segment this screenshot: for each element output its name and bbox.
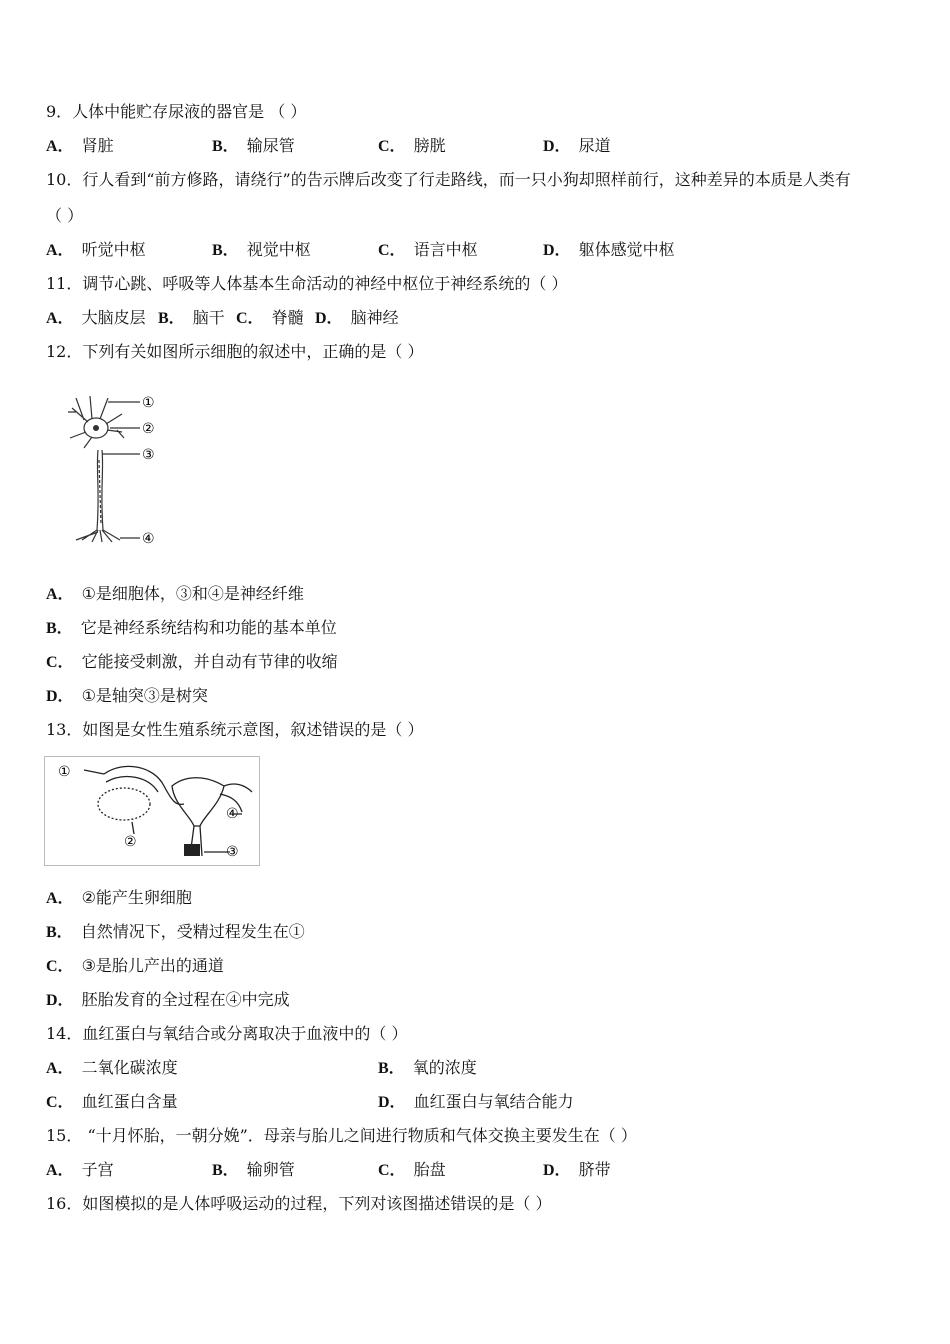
q14-option-d[interactable]: D． 血红蛋白与氧结合能力 bbox=[378, 1092, 574, 1111]
neuron-label-2: ② bbox=[142, 421, 155, 437]
q10-option-a[interactable]: A． 听觉中枢 bbox=[46, 240, 146, 259]
q12-option-a[interactable]: A． ①是细胞体，③和④是神经纤维 bbox=[46, 584, 304, 603]
q10-option-d[interactable]: D． 躯体感觉中枢 bbox=[543, 240, 675, 259]
q10-option-b[interactable]: B． 视觉中枢 bbox=[212, 240, 311, 259]
q13-stem: 13．如图是女性生殖系统示意图，叙述错误的是（ ） bbox=[46, 720, 424, 739]
q9-option-c[interactable]: C． 膀胱 bbox=[378, 136, 446, 155]
q11-stem: 11．调节心跳、呼吸等人体基本生命活动的神经中枢位于神经系统的（ ） bbox=[46, 274, 568, 293]
q11-option-d[interactable]: D． 脑神经 bbox=[315, 308, 399, 327]
female-label-1: ① bbox=[58, 764, 71, 780]
q12-stem: 12．下列有关如图所示细胞的叙述中，正确的是（ ） bbox=[46, 342, 424, 361]
q13-option-a[interactable]: A． ②能产生卵细胞 bbox=[46, 888, 192, 907]
q12-option-d[interactable]: D． ①是轴突③是树突 bbox=[46, 686, 208, 705]
q15-option-a[interactable]: A． 子宫 bbox=[46, 1160, 114, 1179]
q10-stem-cont: （ ） bbox=[46, 206, 84, 225]
q14-stem: 14．血红蛋白与氧结合或分离取决于血液中的（ ） bbox=[46, 1024, 408, 1043]
q13-option-d[interactable]: D． 胚胎发育的全过程在④中完成 bbox=[46, 990, 290, 1009]
neuron-label-3: ③ bbox=[142, 447, 155, 463]
q13-option-b[interactable]: B． 自然情况下，受精过程发生在① bbox=[46, 922, 305, 941]
q14-option-c[interactable]: C． 血红蛋白含量 bbox=[46, 1092, 178, 1111]
q9-stem: 9．人体中能贮存尿液的器官是 （ ） bbox=[46, 102, 307, 121]
female-label-3: ③ bbox=[226, 844, 239, 860]
q14-option-a[interactable]: A． 二氧化碳浓度 bbox=[46, 1058, 178, 1077]
q13-option-c[interactable]: C． ③是胎儿产出的通道 bbox=[46, 956, 224, 975]
female-label-2: ② bbox=[124, 834, 137, 850]
q11-option-a[interactable]: A． 大脑皮层 bbox=[46, 308, 146, 327]
q9-option-d[interactable]: D． 尿道 bbox=[543, 136, 611, 155]
neuron-label-4: ④ bbox=[142, 531, 155, 547]
q16-stem: 16．如图模拟的是人体呼吸运动的过程，下列对该图描述错误的是（ ） bbox=[46, 1194, 552, 1213]
q12-option-b[interactable]: B． 它是神经系统结构和功能的基本单位 bbox=[46, 618, 337, 637]
q9-option-a[interactable]: A． 肾脏 bbox=[46, 136, 114, 155]
q10-option-c[interactable]: C． 语言中枢 bbox=[378, 240, 478, 259]
female-label-4: ④ bbox=[226, 806, 239, 822]
q15-option-d[interactable]: D． 脐带 bbox=[543, 1160, 611, 1179]
q15-stem: 15． “十月怀胎，一朝分娩”．母亲与胎儿之间进行物质和气体交换主要发生在（ ） bbox=[46, 1126, 637, 1145]
q9-option-b[interactable]: B． 输尿管 bbox=[212, 136, 295, 155]
q15-option-b[interactable]: B． 输卵管 bbox=[212, 1160, 295, 1179]
neuron-figure bbox=[62, 390, 162, 550]
q10-stem: 10．行人看到“前方修路，请绕行”的告示牌后改变了行走路线，而一只小狗却照样前行，这种差异的本质是人类有 bbox=[46, 170, 851, 189]
female-reproductive-figure bbox=[44, 756, 260, 866]
q15-option-c[interactable]: C． 胎盘 bbox=[378, 1160, 446, 1179]
q11-option-b[interactable]: B． 脑干 bbox=[158, 308, 225, 327]
neuron-label-1: ① bbox=[142, 395, 155, 411]
q12-option-c[interactable]: C． 它能接受刺激，并自动有节律的收缩 bbox=[46, 652, 338, 671]
q14-option-b[interactable]: B． 氧的浓度 bbox=[378, 1058, 477, 1077]
q11-option-c[interactable]: C． 脊髓 bbox=[236, 308, 304, 327]
